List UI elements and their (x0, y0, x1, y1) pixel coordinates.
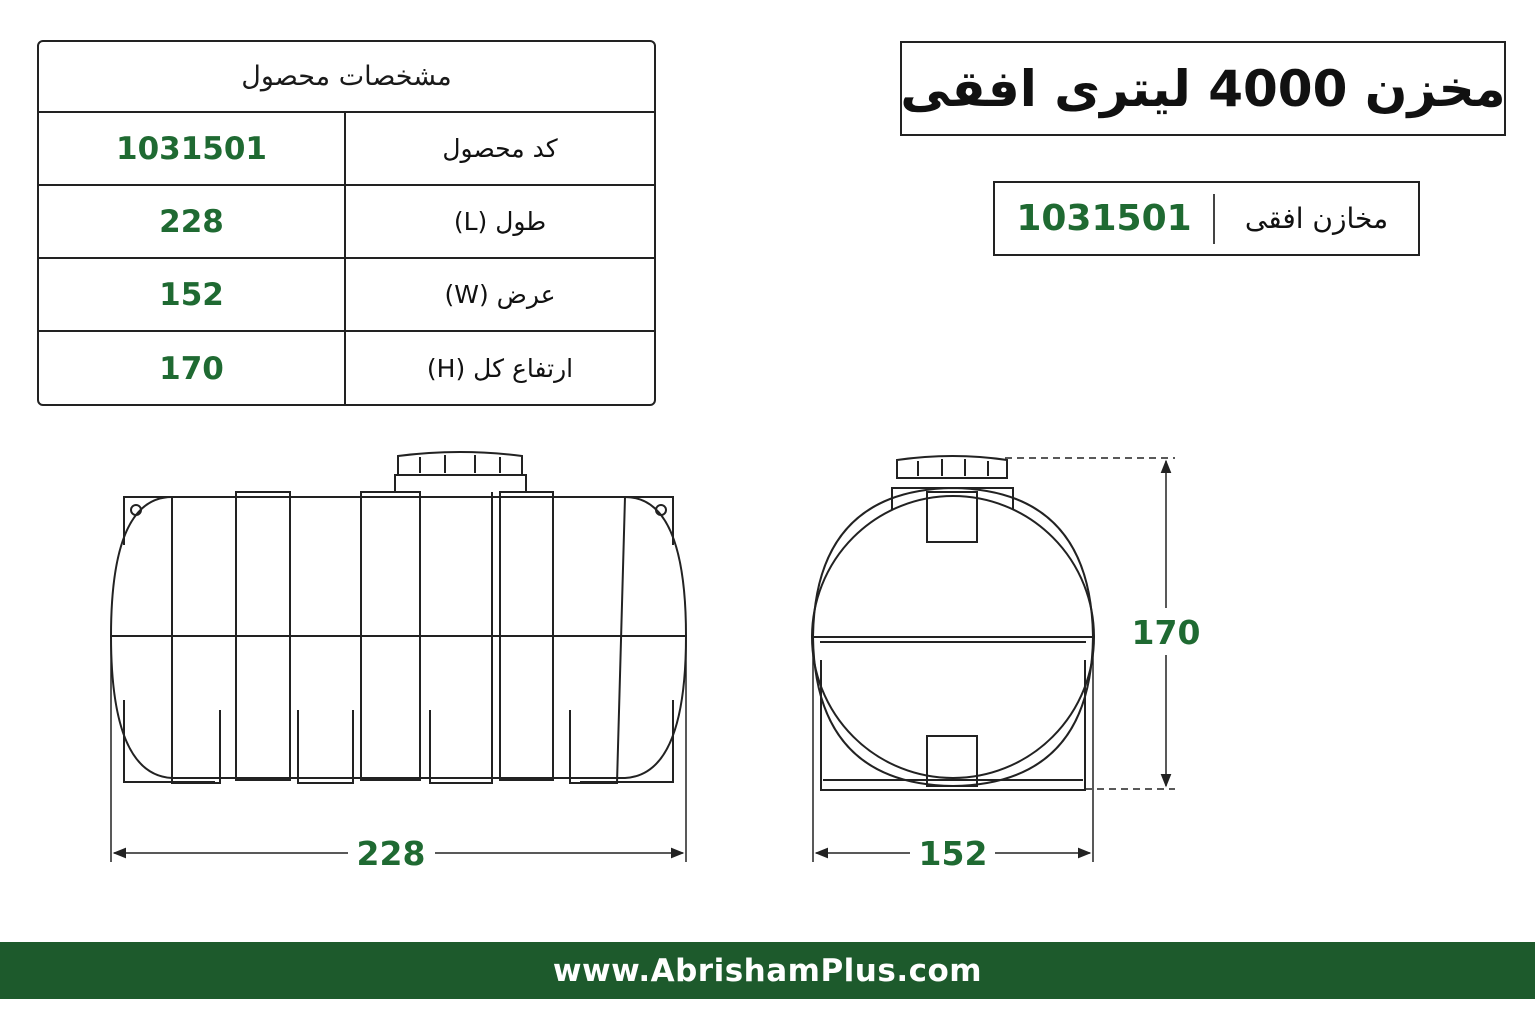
spec-value: 228 (39, 186, 346, 257)
rib-1 (172, 497, 220, 783)
spec-value: 1031501 (39, 113, 346, 184)
width-dimension-label: 152 (918, 834, 988, 873)
rib-5 (430, 492, 492, 783)
spec-label: عرض (W) (444, 280, 556, 309)
height-dimension-label: 170 (1131, 613, 1201, 652)
spec-label: ارتفاع کل (H) (426, 354, 574, 383)
spec-value: 170 (39, 332, 346, 405)
top-reinforcement (927, 492, 977, 542)
front-lid-cap (897, 456, 1007, 478)
tank-body (111, 497, 686, 778)
footer-bar (0, 942, 1535, 999)
right-base (580, 700, 673, 782)
length-dimension (111, 640, 686, 862)
spec-value: 152 (39, 259, 346, 330)
front-view-tank (812, 456, 1094, 790)
front-base (821, 660, 1085, 790)
spec-table-header: مشخصات محصول (39, 42, 654, 113)
left-base (124, 700, 215, 782)
side-view-tank (111, 452, 686, 783)
lid-cap (398, 452, 522, 475)
width-dimension (813, 640, 1093, 862)
spec-label: کد محصول (442, 134, 558, 163)
spec-label: طول (L) (453, 207, 547, 236)
lid-neck (395, 475, 526, 492)
product-title: مخزن 4000 لیتری افقی (900, 59, 1506, 118)
rib-7 (570, 497, 625, 783)
length-dimension-label: 228 (356, 834, 426, 873)
category-code: 1031501 (1016, 198, 1192, 239)
website-link[interactable]: www.AbrishamPlus.com (552, 952, 983, 989)
category-label: مخازن افقی (1244, 202, 1389, 235)
rib-3 (298, 710, 353, 783)
